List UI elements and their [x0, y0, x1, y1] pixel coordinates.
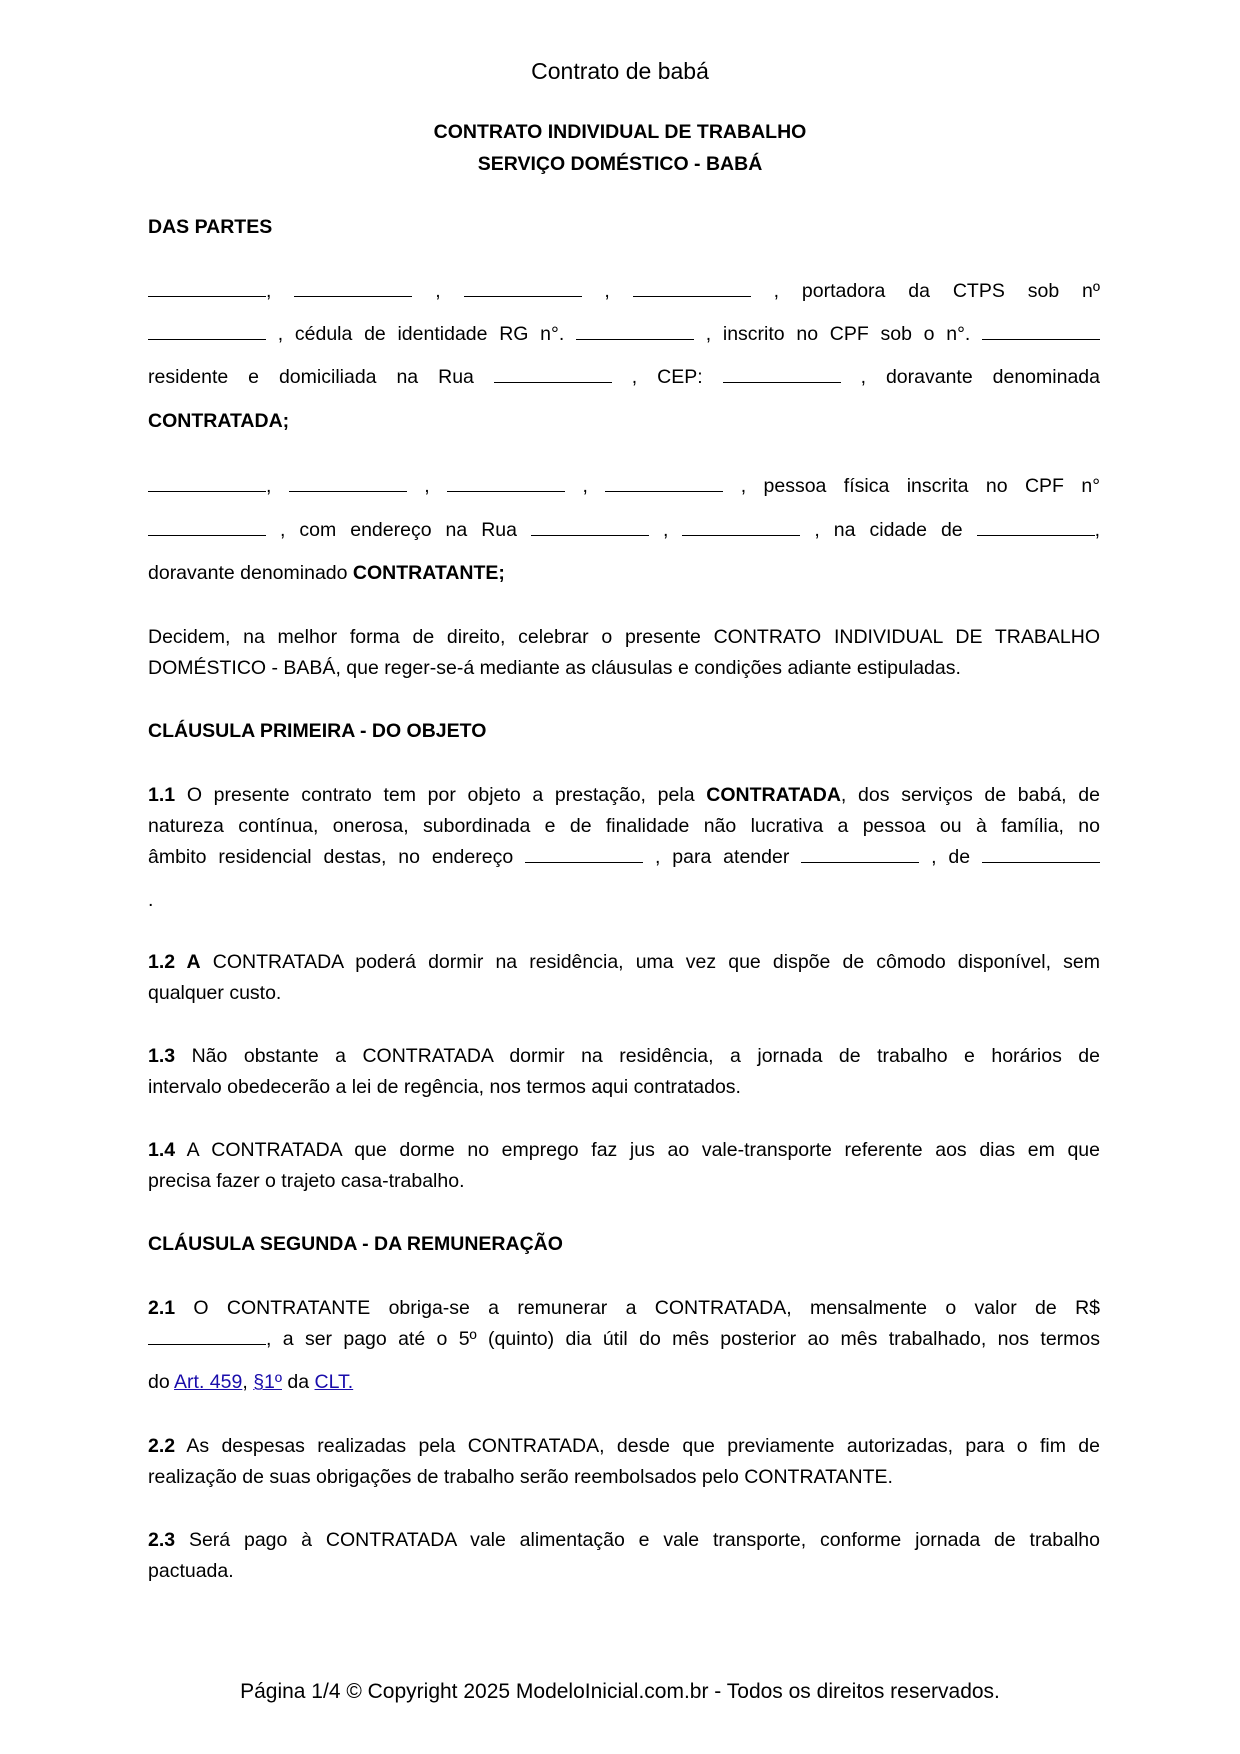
- paragrafo-1-link[interactable]: §1º: [253, 1371, 282, 1393]
- blank-field[interactable]: [723, 370, 841, 383]
- document-header-title: Contrato de babá: [531, 58, 709, 84]
- c11-line2: natureza contínua, onerosa, subordinada e de finalidade não lucrativa a pessoa ou à família, no: [148, 815, 1100, 837]
- c23-line1: 2.3 Será pago à CONTRATADA vale alimentação e vale transporte, conforme jornada de trabalho: [148, 1529, 1100, 1551]
- section-heading-partes: DAS PARTES: [148, 216, 273, 238]
- c23-line2: pactuada.: [148, 1560, 234, 1582]
- art-459-link[interactable]: Art. 459: [174, 1371, 243, 1393]
- blank-field[interactable]: [576, 327, 694, 340]
- blank-field[interactable]: [148, 479, 266, 492]
- c11-line3: âmbito residencial destas, no endereço , para atender , de: [148, 846, 1100, 869]
- c14-line1: 1.4 A CONTRATADA que dorme no emprego faz jus ao vale-transporte referente aos dias em que: [148, 1139, 1100, 1161]
- blank-field[interactable]: [605, 479, 723, 492]
- c21-line1: 2.1 O CONTRATANTE obriga-se a remunerar a CONTRATADA, mensalmente o valor de R$: [148, 1297, 1100, 1319]
- contratante-label: CONTRATANTE;: [352, 562, 505, 584]
- blank-field[interactable]: [525, 850, 643, 863]
- blank-field[interactable]: [447, 479, 565, 492]
- intro-line1: Decidem, na melhor forma de direito, celebrar o presente CONTRATO INDIVIDUAL DE TRABALHO: [148, 626, 1100, 648]
- c14-line2: precisa fazer o trajeto casa-trabalho.: [148, 1170, 465, 1192]
- blank-field[interactable]: [148, 284, 266, 297]
- blank-field[interactable]: [148, 327, 266, 340]
- section-heading-clausula-1: CLÁUSULA PRIMEIRA - DO OBJETO: [148, 720, 487, 742]
- blank-field[interactable]: [801, 850, 919, 863]
- blank-field[interactable]: [494, 370, 612, 383]
- partes-p2-line2: , com endereço na Rua , , na cidade de ,: [148, 519, 1100, 542]
- contratada-label: CONTRATADA;: [148, 410, 290, 432]
- c21-line3: do Art. 459, §1º da CLT.: [148, 1371, 354, 1393]
- c12-line2: qualquer custo.: [148, 982, 282, 1004]
- blank-field[interactable]: [633, 284, 751, 297]
- blank-field[interactable]: [531, 523, 649, 536]
- clt-link[interactable]: CLT.: [314, 1371, 354, 1393]
- partes-p1-line1: , , , , portadora da CTPS sob nº: [148, 280, 1100, 303]
- intro-line2: DOMÉSTICO - BABÁ, que reger-se-á mediante as cláusulas e condições adiante estipuladas.: [148, 657, 961, 679]
- c12-line1: 1.2 A CONTRATADA poderá dormir na residência, uma vez que dispõe de cômodo disponível, sem: [148, 951, 1101, 973]
- blank-field[interactable]: [682, 523, 800, 536]
- partes-p1-line2: , cédula de identidade RG n°. , inscrito no CPF sob o n°.: [148, 323, 1100, 346]
- partes-p2-line3: doravante denominado CONTRATANTE;: [148, 562, 505, 584]
- c13-line2: intervalo obedecerão a lei de regência, nos termos aqui contratados.: [148, 1076, 741, 1098]
- section-heading-clausula-2: CLÁUSULA SEGUNDA - DA REMUNERAÇÃO: [148, 1233, 563, 1255]
- blank-field[interactable]: [148, 523, 266, 536]
- c11-line1: 1.1 O presente contrato tem por objeto a prestação, pela CONTRATADA, dos serviços de babá, de: [148, 784, 1100, 806]
- page-footer: Página 1/4 © Copyright 2025 ModeloInicial.com.br - Todos os direitos reservados.: [240, 1680, 1000, 1703]
- c11-line4: .: [148, 889, 154, 911]
- partes-p1-line3: residente e domiciliada na Rua , CEP: , doravante denominada: [148, 366, 1100, 388]
- c22-line2: realização de suas obrigações de trabalho serão reembolsados pelo CONTRATANTE.: [148, 1466, 893, 1488]
- contract-subtitle: SERVIÇO DOMÉSTICO - BABÁ: [477, 153, 763, 175]
- blank-field[interactable]: [982, 850, 1100, 863]
- contract-title: CONTRATO INDIVIDUAL DE TRABALHO: [433, 121, 807, 143]
- blank-field[interactable]: [289, 479, 407, 492]
- blank-field[interactable]: [464, 284, 582, 297]
- c21-line2: , a ser pago até o 5º (quinto) dia útil do mês posterior ao mês trabalhado, nos termos: [148, 1328, 1100, 1351]
- blank-field[interactable]: [294, 284, 412, 297]
- c22-line1: 2.2 As despesas realizadas pela CONTRATADA, desde que previamente autorizadas, para o fim de: [148, 1435, 1100, 1457]
- c13-line1: 1.3 Não obstante a CONTRATADA dormir na residência, a jornada de trabalho e horários de: [148, 1045, 1100, 1067]
- blank-field[interactable]: [982, 327, 1100, 340]
- partes-p2-line1: , , , , pessoa física inscrita no CPF n°: [148, 475, 1100, 498]
- blank-field[interactable]: [148, 1332, 266, 1345]
- blank-field[interactable]: [977, 523, 1095, 536]
